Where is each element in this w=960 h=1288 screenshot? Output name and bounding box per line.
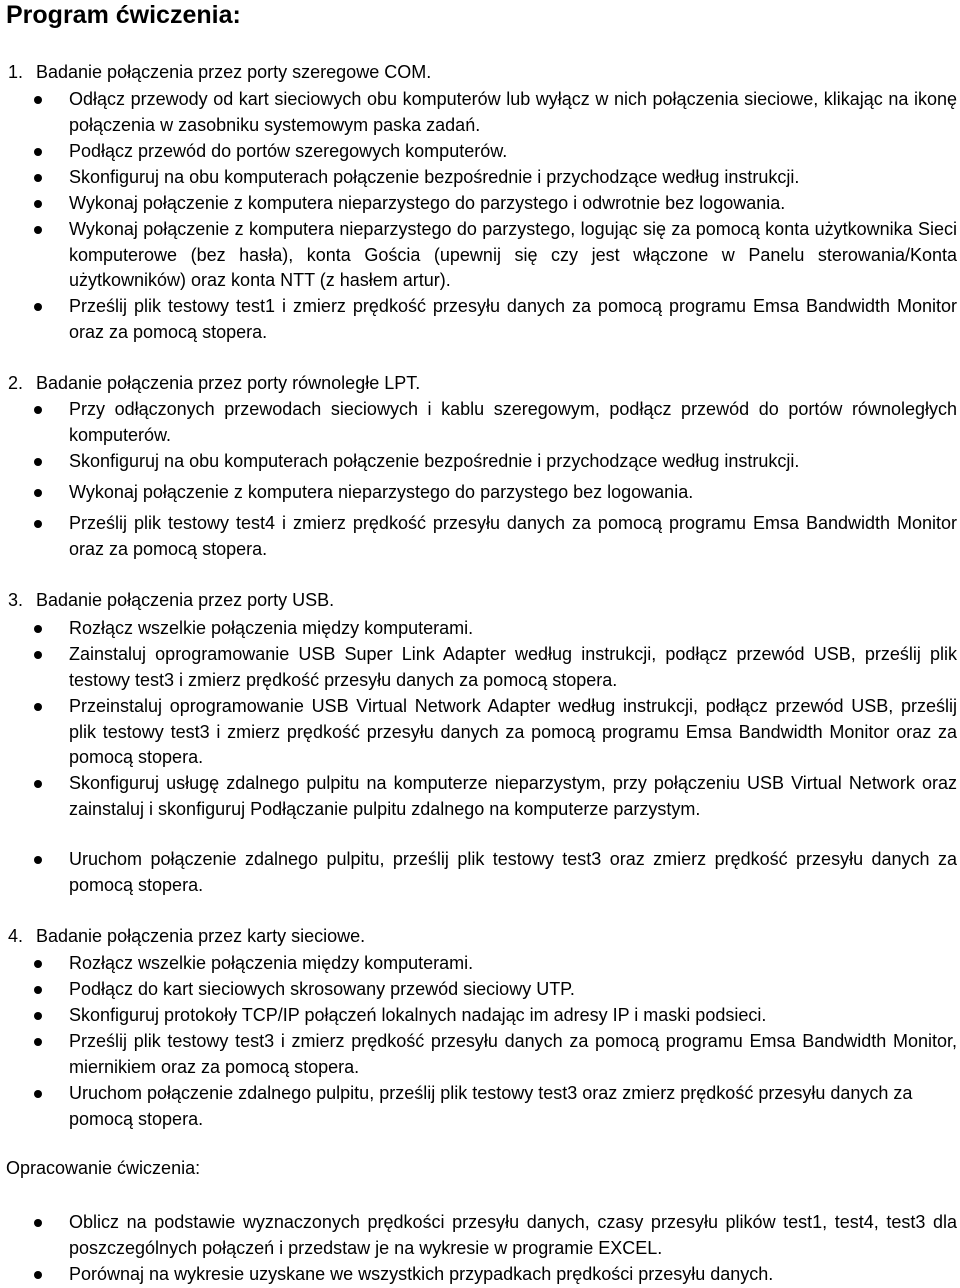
list-item: Uruchom połączenie zdalnego pulpitu, prześlij plik testowy test3 oraz zmierz prędkość przesyłu danych za pomocą stopera. xyxy=(69,1083,913,1129)
bullet-icon xyxy=(34,303,42,311)
bullet-icon xyxy=(34,1090,42,1098)
bullet-icon xyxy=(34,703,42,711)
bullet-icon xyxy=(34,1038,42,1046)
list-item: Skonfiguruj usługę zdalnego pulpitu na komputerze nieparzystym, przy połączeniu USB Virtual Network oraz zainstaluj i skonfiguruj Podłączanie pulpitu zdalnego na komputerze parzystym. xyxy=(69,773,957,819)
list-item: Prześlij plik testowy test1 i zmierz prędkość przesyłu danych za pomocą programu Emsa Bandwidth Monitor oraz za pomocą stopera. xyxy=(69,296,957,342)
bullet-icon xyxy=(34,406,42,414)
section-heading-4 xyxy=(8,925,365,947)
section-number: 3. xyxy=(8,590,24,610)
bullet-icon xyxy=(34,986,42,994)
section-number: 2. xyxy=(8,373,24,393)
bullet-icon xyxy=(34,458,42,466)
list-item: Wykonaj połączenie z komputera nieparzystego do parzystego i odwrotnie bez logowania. xyxy=(69,193,786,213)
section-heading-2 xyxy=(8,372,420,394)
section-heading-text: Badanie połączenia przez porty równoległe LPT. xyxy=(36,373,421,393)
summary-heading: Opracowanie ćwiczenia: xyxy=(6,1158,201,1178)
section-number: 1. xyxy=(8,62,24,82)
bullet-icon xyxy=(34,960,42,968)
list-item: Porównaj na wykresie uzyskane we wszystkich przypadkach prędkości przesyłu danych. xyxy=(69,1264,774,1284)
list-item: Skonfiguruj protokoły TCP/IP połączeń lokalnych nadając im adresy IP i maski podsieci. xyxy=(69,1005,767,1025)
list-item: Podłącz do kart sieciowych skrosowany przewód sieciowy UTP. xyxy=(69,979,575,999)
list-item: Prześlij plik testowy test3 i zmierz prędkość przesyłu danych za pomocą programu Emsa Bandwidth Monitor, miernikiem oraz za pomocą stopera. xyxy=(69,1031,957,1077)
section-heading-3 xyxy=(8,589,334,611)
list-item: Przeinstaluj oprogramowanie USB Virtual Network Adapter według instrukcji, podłącz przewód USB, prześlij plik testowy test3 i zmierz prędkość przesyłu danych za pomocą programu Emsa Bandwidth Monitor oraz za pomocą stopera. xyxy=(69,696,957,768)
bullet-icon xyxy=(34,174,42,182)
bullet-icon xyxy=(34,1219,42,1227)
list-item: Odłącz przewody od kart sieciowych obu komputerów lub wyłącz w nich połączenia sieciowe, klikając na ikonę połączenia w zasobniku systemowym paska zadań. xyxy=(69,89,957,135)
section-number: 4. xyxy=(8,926,24,946)
list-item: Podłącz przewód do portów szeregowych komputerów. xyxy=(69,141,508,161)
bullet-icon xyxy=(34,200,42,208)
section-heading-text: Badanie połączenia przez porty USB. xyxy=(36,590,335,610)
bullet-icon xyxy=(34,96,42,104)
bullet-icon xyxy=(34,651,42,659)
list-item: Skonfiguruj na obu komputerach połączenie bezpośrednie i przychodzące według instrukcji. xyxy=(69,451,800,471)
bullet-icon xyxy=(34,1271,42,1279)
bullet-icon xyxy=(34,780,42,788)
list-item: Oblicz na podstawie wyznaczonych prędkości przesyłu danych, czasy przesyłu plików test1, test4, test3 dla poszczególnych połączeń i przedstaw je na wykresie w programie EXCEL. xyxy=(69,1212,957,1258)
list-item: Rozłącz wszelkie połączenia między komputerami. xyxy=(69,953,474,973)
list-item: Przy odłączonych przewodach sieciowych i kablu szeregowym, podłącz przewód do portów równoległych komputerów. xyxy=(69,399,957,445)
list-item: Uruchom połączenie zdalnego pulpitu, prześlij plik testowy test3 oraz zmierz prędkość przesyłu danych za pomocą stopera. xyxy=(69,849,957,895)
bullet-icon xyxy=(34,856,42,864)
bullet-icon xyxy=(34,148,42,156)
bullet-icon xyxy=(34,226,42,234)
section-heading-text: Badanie połączenia przez porty szeregowe COM. xyxy=(36,62,432,82)
section-heading-1 xyxy=(8,61,431,83)
list-item: Skonfiguruj na obu komputerach połączenie bezpośrednie i przychodzące według instrukcji. xyxy=(69,167,800,187)
list-item: Prześlij plik testowy test4 i zmierz prędkość przesyłu danych za pomocą programu Emsa Bandwidth Monitor oraz za pomocą stopera. xyxy=(69,513,957,559)
list-item: Wykonaj połączenie z komputera nieparzystego do parzystego, logując się za pomocą konta użytkownika Sieci komputerowe (bez hasła), konta Gościa (upewnij się czy jest włączone w Panelu sterowania/Konta użytkowników) oraz konta NTT (z hasłem artur). xyxy=(69,219,957,291)
bullet-icon xyxy=(34,489,42,497)
list-item: Wykonaj połączenie z komputera nieparzystego do parzystego bez logowania. xyxy=(69,482,694,502)
page-title: Program ćwiczenia: xyxy=(6,1,241,29)
bullet-icon xyxy=(34,1012,42,1020)
section-heading-text: Badanie połączenia przez karty sieciowe. xyxy=(36,926,366,946)
list-item: Rozłącz wszelkie połączenia między komputerami. xyxy=(69,618,474,638)
bullet-icon xyxy=(34,625,42,633)
bullet-icon xyxy=(34,520,42,528)
list-item: Zainstaluj oprogramowanie USB Super Link Adapter według instrukcji, podłącz przewód USB, prześlij plik testowy test3 i zmierz prędkość przesyłu danych za pomocą stopera. xyxy=(69,644,957,690)
